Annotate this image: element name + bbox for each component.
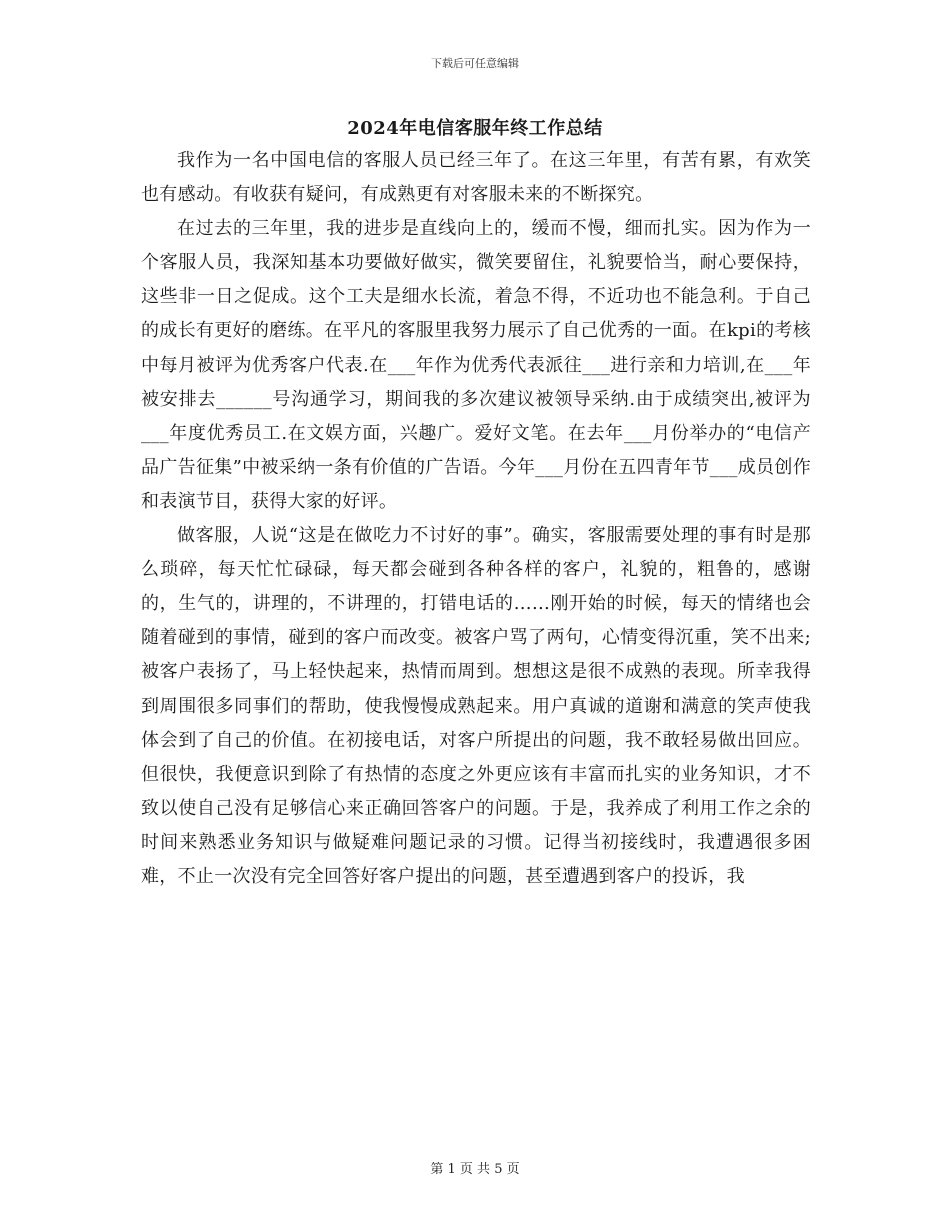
page-footer: 第 1 页 共 5 页 [430, 1162, 520, 1177]
page-header: 下载后可任意编辑 [431, 57, 519, 70]
paragraph-progress: 在过去的三年里，我的进步是直线向上的，缓而不慢，细而扎实。因为作为一个客服人员，我深知基本功要做好做实，微笑要留住，礼貌要恰当，耐心要保持，这些非一日之促成。这个工夫是细水长流，着急不得，不近功也不能急利。于自己的成长有更好的磨练。在平凡的客服里我努力展示了自己优秀的一面。在kpi的考核中每月被评为优秀客户代表.在___年作为优秀代表派往___进行亲和力培训,在___年被安排去______号沟通学习，期间我的多次建议被领导采纳.由于成绩突出,被评为___年度优秀员工.在文娱方面，兴趣广。爱好文笔。在去年___月份举办的“电信产品广告征集”中被采纳一条有价值的广告语。今年___月份在五四青年节___成员创作和表演节目，获得大家的好评。 [141, 218, 811, 512]
document-title: 2024年电信客服年终工作总结 [347, 118, 603, 139]
paragraph-intro: 我作为一名中国电信的客服人员已经三年了。在这三年里，有苦有累，有欢笑也有感动。有收获有疑问，有成熟更有对客服未来的不断探究。 [141, 150, 811, 206]
document-body [141, 144, 811, 894]
paragraph-customer-service: 做客服，人说“这是在做吃力不讨好的事”。确实，客服需要处理的事有时是那么琐碎，每天忙忙碌碌，每天都会碰到各种各样的客户，礼貌的，粗鲁的，感谢的，生气的，讲理的，不讲理的，打错电话的……刚开始的时候，每天的情绪也会随着碰到的事情，碰到的客户而改变。被客户骂了两句，心情变得沉重，笑不出来;被客户表扬了，马上轻快起来，热情而周到。想想这是很不成熟的表现。所幸我得到周围很多同事们的帮助，使我慢慢成熟起来。用户真诚的道谢和满意的笑声使我体会到了自己的价值。在初接电话，对客户所提出的问题，我不敢轻易做出回应。但很快，我便意识到除了有热情的态度之外更应该有丰富而扎实的业务知识，才不致以使自己没有足够信心来正确回答客户的问题。于是，我养成了利用工作之余的时间来熟悉业务知识与做疑难问题记录的习惯。记得当初接线时，我遭遇很多困难，不止一次没有完全回答好客户提出的问题，甚至遭遇到客户的投诉，我 [141, 525, 811, 887]
